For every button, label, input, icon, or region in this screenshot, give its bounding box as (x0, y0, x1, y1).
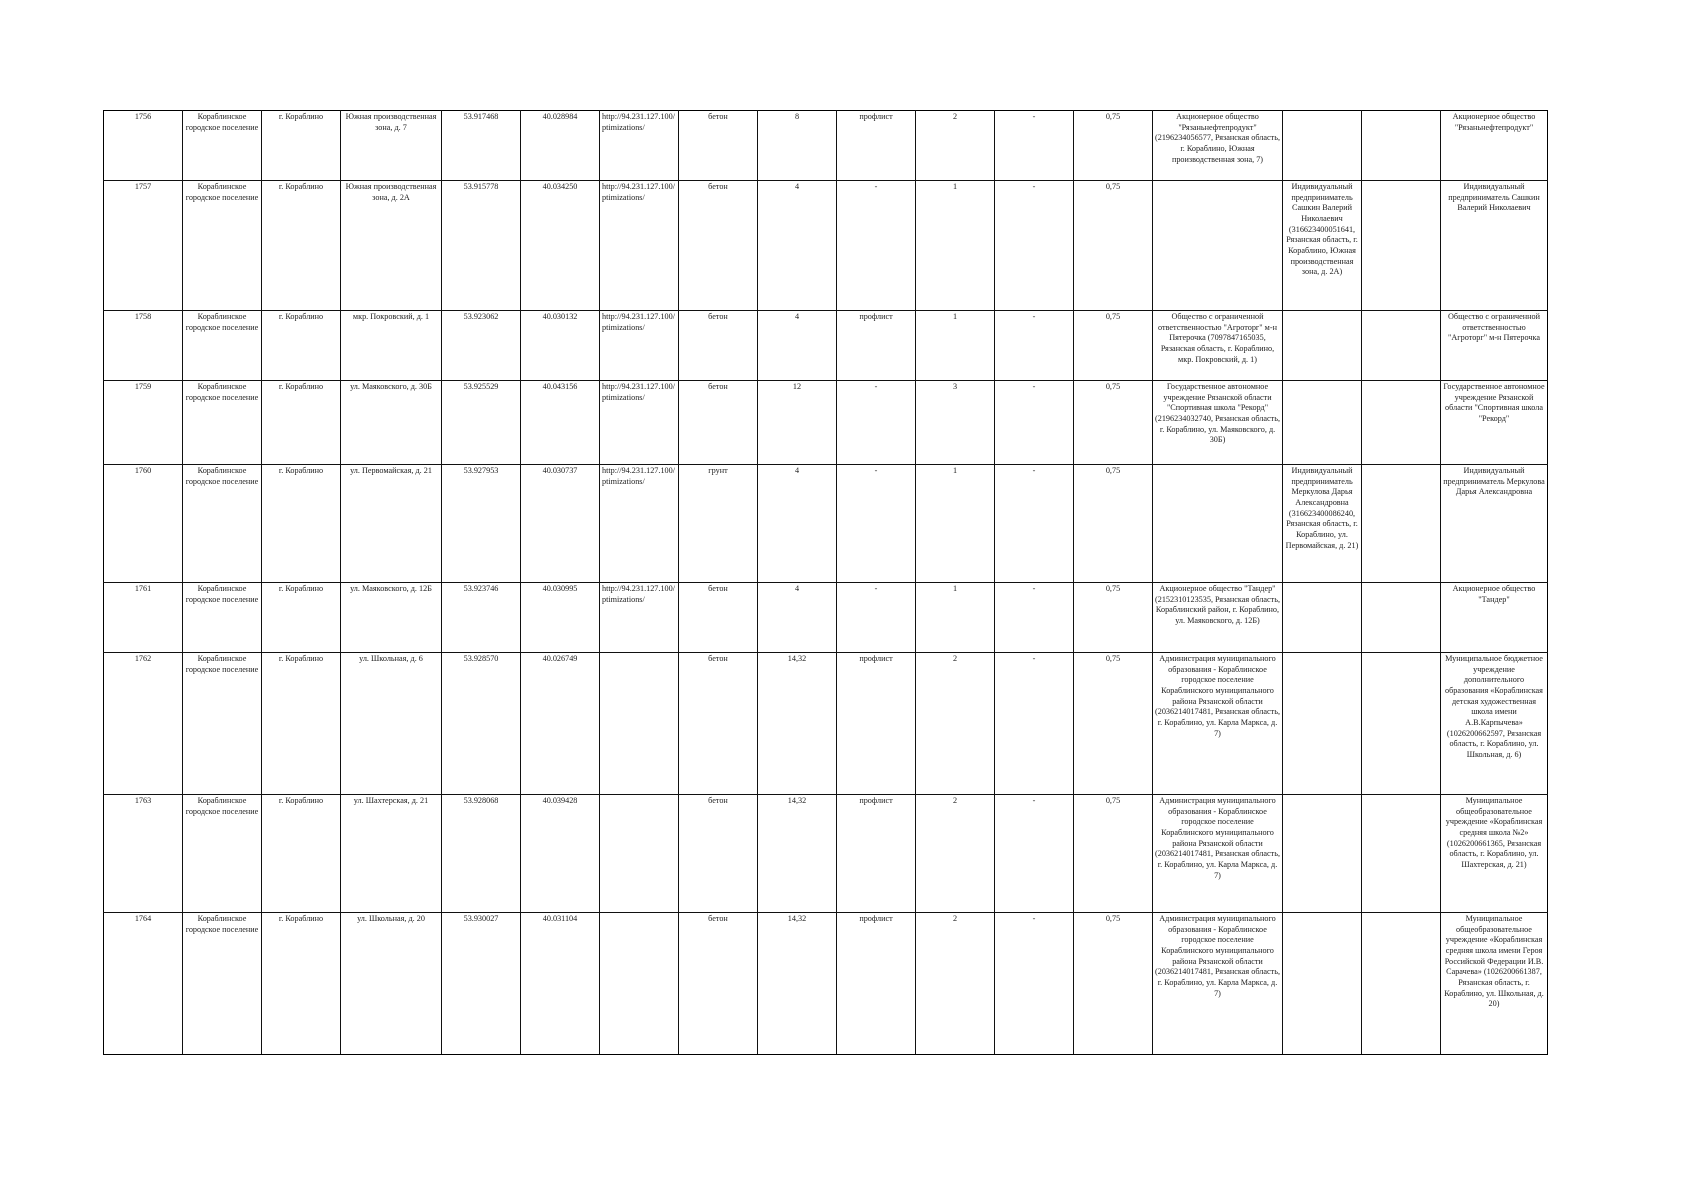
city-cell: г. Кораблино (262, 111, 341, 181)
address-cell: Южная производственная зона, д. 2А (341, 181, 442, 311)
planned-containers-cell: - (995, 583, 1074, 653)
table-row (104, 653, 1548, 795)
area-cell: 4 (758, 465, 837, 583)
latitude-cell: 53.917468 (442, 111, 521, 181)
owner-individual-cell (1362, 653, 1441, 795)
surface-cell: грунт (679, 465, 758, 583)
waste-source-cell: Муниципальное общеобразовательное учреждение «Кораблинская средняя школа №2» (1026200661365, Рязанская область, г. Кораблино, ул. Шахтерская, д. 21) (1441, 795, 1548, 913)
map-link-cell (600, 913, 679, 1055)
latitude-cell: 53.930027 (442, 913, 521, 1055)
container-volume-cell: 0,75 (1074, 583, 1153, 653)
settlement-cell: Кораблинское городское поселение (183, 465, 262, 583)
fence-cell: профлист (837, 311, 916, 381)
address-cell: ул. Шахтерская, д. 21 (341, 795, 442, 913)
row-number-cell: 1758 (104, 311, 183, 381)
longitude-cell: 40.043156 (521, 381, 600, 465)
surface-cell: бетон (679, 381, 758, 465)
fence-cell: профлист (837, 913, 916, 1055)
container-volume-cell: 0,75 (1074, 913, 1153, 1055)
surface-cell: бетон (679, 913, 758, 1055)
owner-organization-cell (1153, 465, 1283, 583)
row-number-cell: 1756 (104, 111, 183, 181)
city-cell: г. Кораблино (262, 381, 341, 465)
city-cell: г. Кораблино (262, 465, 341, 583)
table-row (104, 465, 1548, 583)
longitude-cell: 40.034250 (521, 181, 600, 311)
table-row (104, 181, 1548, 311)
longitude-cell: 40.031104 (521, 913, 600, 1055)
container-volume-cell: 0,75 (1074, 465, 1153, 583)
address-cell: Южная производственная зона, д. 7 (341, 111, 442, 181)
map-link-cell: http://94.231.127.100/ptimizations/ (600, 465, 679, 583)
surface-cell: бетон (679, 311, 758, 381)
address-cell: мкр. Покровский, д. 1 (341, 311, 442, 381)
table-row (104, 381, 1548, 465)
latitude-cell: 53.928570 (442, 653, 521, 795)
fence-cell: - (837, 381, 916, 465)
table-row (104, 583, 1548, 653)
owner-organization-cell (1153, 181, 1283, 311)
row-number-cell: 1761 (104, 583, 183, 653)
longitude-cell: 40.030737 (521, 465, 600, 583)
owner-individual-cell (1362, 181, 1441, 311)
area-cell: 14,32 (758, 913, 837, 1055)
city-cell: г. Кораблино (262, 795, 341, 913)
address-cell: ул. Школьная, д. 20 (341, 913, 442, 1055)
row-number-cell: 1762 (104, 653, 183, 795)
owner-individual-cell (1362, 111, 1441, 181)
owner-individual-cell (1362, 913, 1441, 1055)
container-count-cell: 2 (916, 913, 995, 1055)
owner-organization-cell: Акционерное общество "Рязаньнефтепродукт" (2196234056577, Рязанская область, г. Кораблино, Южная производственная зона, 7) (1153, 111, 1283, 181)
city-cell: г. Кораблино (262, 583, 341, 653)
owner-entrepreneur-cell (1283, 311, 1362, 381)
container-count-cell: 2 (916, 653, 995, 795)
settlement-cell: Кораблинское городское поселение (183, 583, 262, 653)
city-cell: г. Кораблино (262, 311, 341, 381)
owner-entrepreneur-cell (1283, 111, 1362, 181)
settlement-cell: Кораблинское городское поселение (183, 913, 262, 1055)
owner-entrepreneur-cell (1283, 913, 1362, 1055)
map-link-cell: http://94.231.127.100/ptimizations/ (600, 381, 679, 465)
area-cell: 4 (758, 583, 837, 653)
fence-cell: профлист (837, 653, 916, 795)
owner-organization-cell: Администрация муниципального образования - Кораблинское городское поселение Кораблинского муниципального района Рязанской области (2036214017481, Рязанская область, г. Кораблино, ул. Карла Маркса, д. 7) (1153, 795, 1283, 913)
settlement-cell: Кораблинское городское поселение (183, 653, 262, 795)
planned-containers-cell: - (995, 653, 1074, 795)
fence-cell: - (837, 583, 916, 653)
map-link-cell: http://94.231.127.100/ptimizations/ (600, 181, 679, 311)
map-link-cell: http://94.231.127.100/ptimizations/ (600, 583, 679, 653)
container-volume-cell: 0,75 (1074, 381, 1153, 465)
owner-entrepreneur-cell (1283, 653, 1362, 795)
fence-cell: - (837, 465, 916, 583)
longitude-cell: 40.039428 (521, 795, 600, 913)
row-number-cell: 1759 (104, 381, 183, 465)
container-volume-cell: 0,75 (1074, 311, 1153, 381)
waste-source-cell: Акционерное общество "Тандер" (1441, 583, 1548, 653)
container-count-cell: 1 (916, 181, 995, 311)
waste-sites-registry-table (103, 110, 1548, 1055)
container-count-cell: 2 (916, 795, 995, 913)
container-volume-cell: 0,75 (1074, 653, 1153, 795)
owner-individual-cell (1362, 583, 1441, 653)
owner-organization-cell: Акционерное общество "Тандер" (2152310123535, Рязанская область, Кораблинский район, г. Кораблино, ул. Маяковского, д. 12Б) (1153, 583, 1283, 653)
surface-cell: бетон (679, 583, 758, 653)
waste-source-cell: Муниципальное бюджетное учреждение дополнительного образования «Кораблинская детская художественная школа имени А.В.Карпычева» (1026200662597, Рязанская область, г. Кораблино, ул. Школьная, д. 6) (1441, 653, 1548, 795)
planned-containers-cell: - (995, 795, 1074, 913)
map-link-cell: http://94.231.127.100/ptimizations/ (600, 311, 679, 381)
surface-cell: бетон (679, 181, 758, 311)
container-volume-cell: 0,75 (1074, 795, 1153, 913)
city-cell: г. Кораблино (262, 913, 341, 1055)
address-cell: ул. Маяковского, д. 12Б (341, 583, 442, 653)
surface-cell: бетон (679, 653, 758, 795)
settlement-cell: Кораблинское городское поселение (183, 381, 262, 465)
latitude-cell: 53.923062 (442, 311, 521, 381)
row-number-cell: 1764 (104, 913, 183, 1055)
row-number-cell: 1757 (104, 181, 183, 311)
map-link-cell (600, 795, 679, 913)
latitude-cell: 53.923746 (442, 583, 521, 653)
container-count-cell: 1 (916, 465, 995, 583)
waste-source-cell: Индивидуальный предприниматель Сашкин Валерий Николаевич (1441, 181, 1548, 311)
row-number-cell: 1760 (104, 465, 183, 583)
fence-cell: профлист (837, 795, 916, 913)
city-cell: г. Кораблино (262, 653, 341, 795)
planned-containers-cell: - (995, 381, 1074, 465)
address-cell: ул. Школьная, д. 6 (341, 653, 442, 795)
area-cell: 14,32 (758, 653, 837, 795)
planned-containers-cell: - (995, 913, 1074, 1055)
owner-individual-cell (1362, 381, 1441, 465)
city-cell: г. Кораблино (262, 181, 341, 311)
waste-source-cell: Индивидуальный предприниматель Меркулова Дарья Александровна (1441, 465, 1548, 583)
table-row (104, 795, 1548, 913)
area-cell: 4 (758, 311, 837, 381)
owner-individual-cell (1362, 465, 1441, 583)
container-count-cell: 1 (916, 311, 995, 381)
planned-containers-cell: - (995, 111, 1074, 181)
owner-individual-cell (1362, 795, 1441, 913)
planned-containers-cell: - (995, 181, 1074, 311)
owner-entrepreneur-cell: Индивидуальный предприниматель Меркулова Дарья Александровна (316623400086240, Рязанская область, г. Кораблино, ул. Первомайская, д. 21) (1283, 465, 1362, 583)
surface-cell: бетон (679, 795, 758, 913)
container-count-cell: 2 (916, 111, 995, 181)
area-cell: 12 (758, 381, 837, 465)
planned-containers-cell: - (995, 311, 1074, 381)
container-volume-cell: 0,75 (1074, 181, 1153, 311)
container-count-cell: 1 (916, 583, 995, 653)
latitude-cell: 53.915778 (442, 181, 521, 311)
container-volume-cell: 0,75 (1074, 111, 1153, 181)
area-cell: 8 (758, 111, 837, 181)
latitude-cell: 53.928068 (442, 795, 521, 913)
planned-containers-cell: - (995, 465, 1074, 583)
container-count-cell: 3 (916, 381, 995, 465)
table-row (104, 111, 1548, 181)
owner-entrepreneur-cell (1283, 583, 1362, 653)
address-cell: ул. Первомайская, д. 21 (341, 465, 442, 583)
surface-cell: бетон (679, 111, 758, 181)
row-number-cell: 1763 (104, 795, 183, 913)
address-cell: ул. Маяковского, д. 30Б (341, 381, 442, 465)
table-row (104, 913, 1548, 1055)
latitude-cell: 53.925529 (442, 381, 521, 465)
settlement-cell: Кораблинское городское поселение (183, 181, 262, 311)
map-link-cell (600, 653, 679, 795)
table-row (104, 311, 1548, 381)
owner-organization-cell: Общество с ограниченной ответственностью "Агроторг" м-н Пятерочка (7097847165035, Рязанская область, г. Кораблино, мкр. Покровский, д. 1) (1153, 311, 1283, 381)
area-cell: 14,32 (758, 795, 837, 913)
owner-organization-cell: Администрация муниципального образования - Кораблинское городское поселение Кораблинского муниципального района Рязанской области (2036214017481, Рязанская область, г. Кораблино, ул. Карла Маркса, д. 7) (1153, 913, 1283, 1055)
owner-entrepreneur-cell (1283, 381, 1362, 465)
longitude-cell: 40.026749 (521, 653, 600, 795)
settlement-cell: Кораблинское городское поселение (183, 111, 262, 181)
owner-individual-cell (1362, 311, 1441, 381)
waste-source-cell: Муниципальное общеобразовательное учреждение «Кораблинская средняя школа имени Героя Российской Федерации И.В. Сарачева» (1026200661387, Рязанская область, г. Кораблино, ул. Школьная, д. 20) (1441, 913, 1548, 1055)
area-cell: 4 (758, 181, 837, 311)
waste-source-cell: Общество с ограниченной ответственностью "Агроторг" м-н Пятерочка (1441, 311, 1548, 381)
settlement-cell: Кораблинское городское поселение (183, 795, 262, 913)
fence-cell: - (837, 181, 916, 311)
waste-source-cell: Государственное автономное учреждение Рязанской области "Спортивная школа "Рекорд" (1441, 381, 1548, 465)
longitude-cell: 40.028984 (521, 111, 600, 181)
longitude-cell: 40.030995 (521, 583, 600, 653)
owner-organization-cell: Государственное автономное учреждение Рязанской области "Спортивная школа "Рекорд" (2196234032740, Рязанская область, г. Кораблино, ул. Маяковского, д. 30Б) (1153, 381, 1283, 465)
owner-organization-cell: Администрация муниципального образования - Кораблинское городское поселение Кораблинского муниципального района Рязанской области (2036214017481, Рязанская область, г. Кораблино, ул. Карла Маркса, д. 7) (1153, 653, 1283, 795)
map-link-cell: http://94.231.127.100/ptimizations/ (600, 111, 679, 181)
fence-cell: профлист (837, 111, 916, 181)
latitude-cell: 53.927953 (442, 465, 521, 583)
waste-source-cell: Акционерное общество "Рязаньнефтепродукт" (1441, 111, 1548, 181)
settlement-cell: Кораблинское городское поселение (183, 311, 262, 381)
owner-entrepreneur-cell (1283, 795, 1362, 913)
owner-entrepreneur-cell: Индивидуальный предприниматель Сашкин Валерий Николаевич (316623400051641, Рязанская область, г. Кораблино, Южная производственная зона, д. 2А) (1283, 181, 1362, 311)
longitude-cell: 40.030132 (521, 311, 600, 381)
